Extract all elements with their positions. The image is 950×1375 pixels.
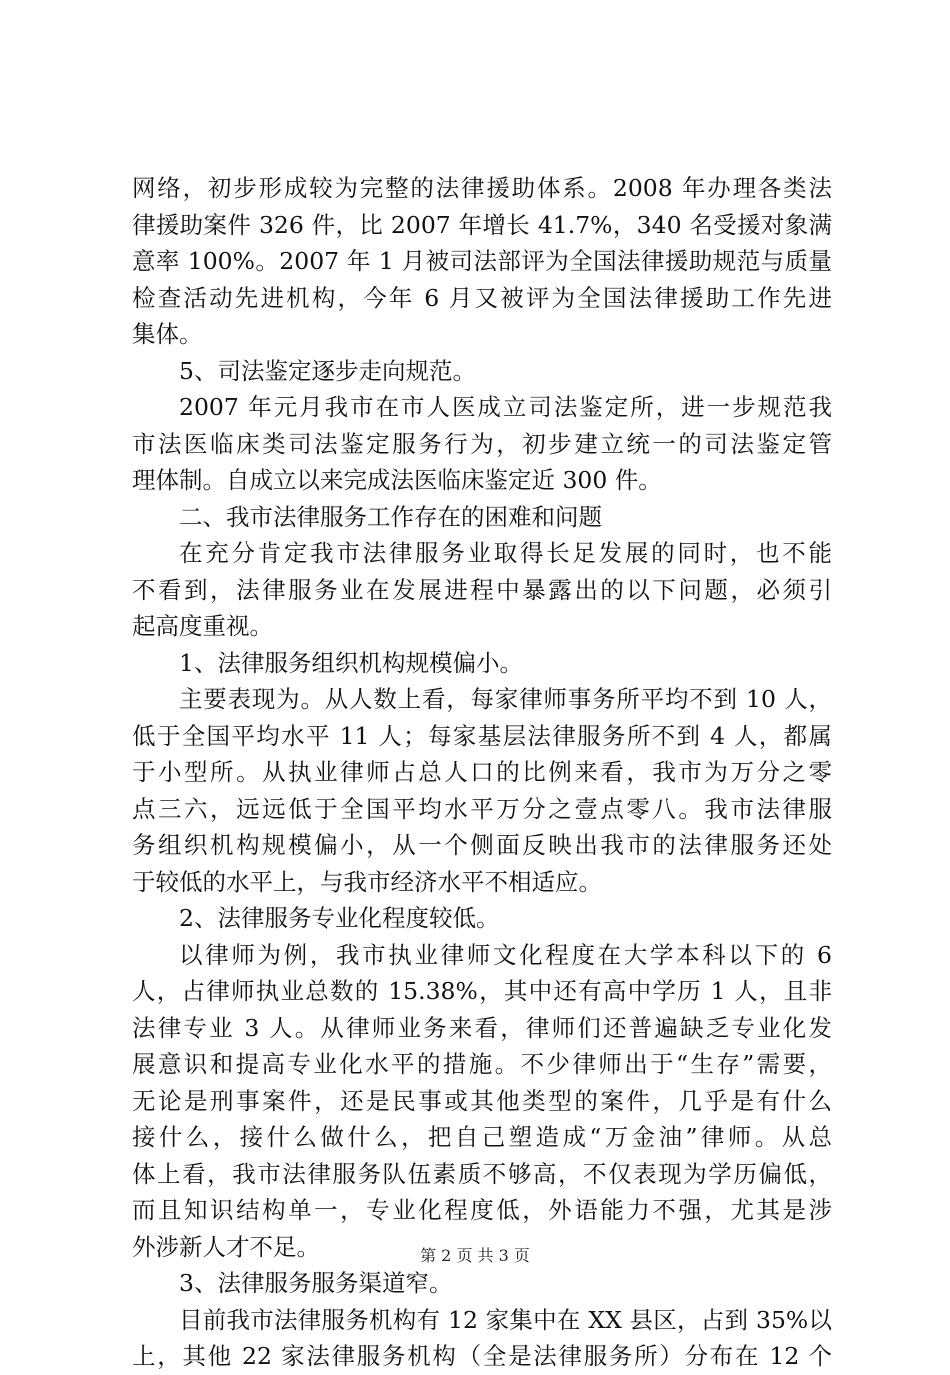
paragraph-channels-narrow — [132, 1302, 832, 1375]
text-line: 集体。 — [132, 320, 203, 348]
text-line: 检查活动先进机构，今年 6 月又被评为全国法律援助工作先进 — [132, 283, 832, 312]
text-line: 务组织机构规模偏小，从一个侧面反映出我市的法律服务还处 — [132, 831, 832, 859]
paragraph-judicial-appraisal — [132, 389, 832, 499]
text-line: 5、司法鉴定逐步走向规范。 — [179, 356, 476, 385]
text-line: 起高度重视。 — [132, 612, 273, 640]
text-line: 不看到，法律服务业在发展进程中暴露出的以下问题，必须引 — [132, 575, 832, 604]
text-line: 于小型所。从执业律师占总人口的比例来看，我市为万分之零 — [132, 758, 832, 786]
text-line: 展意识和提高专业化水平的措施。不少律师出于“生存”需要， — [132, 1050, 832, 1078]
heading-judicial-appraisal — [132, 353, 832, 390]
text-line: 主要表现为。从人数上看，每家律师事务所平均不到 10 人， — [179, 685, 832, 713]
text-line: 在充分肯定我市法律服务业取得长足发展的同时，也不能 — [179, 539, 832, 567]
text-line: 体上看，我市法律服务队伍素质不够高，不仅表现为学历偏低， — [132, 1159, 832, 1188]
heading-scale-small — [132, 645, 832, 682]
text-line: 低于全国平均水平 11 人；每家基层法律服务所不到 4 人，都属 — [132, 721, 832, 750]
text-line: 目前我市法律服务机构有 12 家集中在 XX 县区，占到 35%以 — [179, 1305, 832, 1334]
text-line: 上，其他 22 家法律服务机构（全是法律服务所）分布在 12 个 — [132, 1342, 832, 1370]
text-line: 律援助案件 326 件，比 2007 年增长 41.7%，340 名受援对象满 — [132, 210, 832, 239]
document-body — [132, 170, 832, 1375]
text-line: 2、法律服务专业化程度较低。 — [179, 904, 500, 932]
text-line: 市法医临床类司法鉴定服务行为，初步建立统一的司法鉴定管 — [132, 429, 832, 458]
heading-channels-narrow — [132, 1265, 832, 1302]
text-line: 外涉新人才不足。 — [132, 1232, 320, 1261]
paragraph-section-two-intro — [132, 535, 832, 645]
page-footer: 第 2 页 共 3 页 — [420, 1246, 530, 1265]
text-line: 人，占律师执业总数的 15.38%，其中还有高中学历 1 人，且非 — [132, 977, 832, 1005]
text-line: 法律专业 3 人。从律师业务来看，律师们还普遍缺乏专业化发 — [132, 1013, 832, 1042]
text-line: 而且知识结构单一，专业化程度低，外语能力不强，尤其是涉 — [132, 1196, 832, 1224]
paragraph-legal-aid-network — [132, 170, 832, 353]
heading-specialization-low — [132, 900, 832, 937]
paragraph-scale-small — [132, 681, 832, 900]
text-line: 2007 年元月我市在市人医成立司法鉴定所，进一步规范我 — [179, 393, 832, 421]
text-line: 无论是刑事案件，还是民事或其他类型的案件，几乎是有什么 — [132, 1086, 832, 1115]
heading-section-two — [132, 499, 832, 536]
text-line: 网络，初步形成较为完整的法律援助体系。2008 年办理各类法 — [132, 174, 832, 202]
text-line: 1、法律服务组织机构规模偏小。 — [179, 648, 523, 677]
text-line: 接什么，接什么做什么，把自己塑造成“万金油”律师。从总 — [132, 1123, 832, 1151]
text-line: 二、我市法律服务工作存在的困难和问题 — [179, 502, 602, 531]
text-line: 3、法律服务服务渠道窄。 — [179, 1269, 453, 1297]
text-line: 于较低的水平上，与我市经济水平不相适应。 — [132, 867, 602, 896]
paragraph-specialization-low — [132, 937, 832, 1266]
text-line: 理体制。自成立以来完成法医临床鉴定近 300 件。 — [132, 466, 662, 494]
text-line: 意率 100%。2007 年 1 月被司法部评为全国法律援助规范与质量 — [132, 247, 832, 275]
text-line: 以律师为例，我市执业律师文化程度在大学本科以下的 6 — [179, 940, 832, 969]
text-line: 点三六，远远低于全国平均水平万分之壹点零八。我市法律服 — [132, 794, 832, 823]
